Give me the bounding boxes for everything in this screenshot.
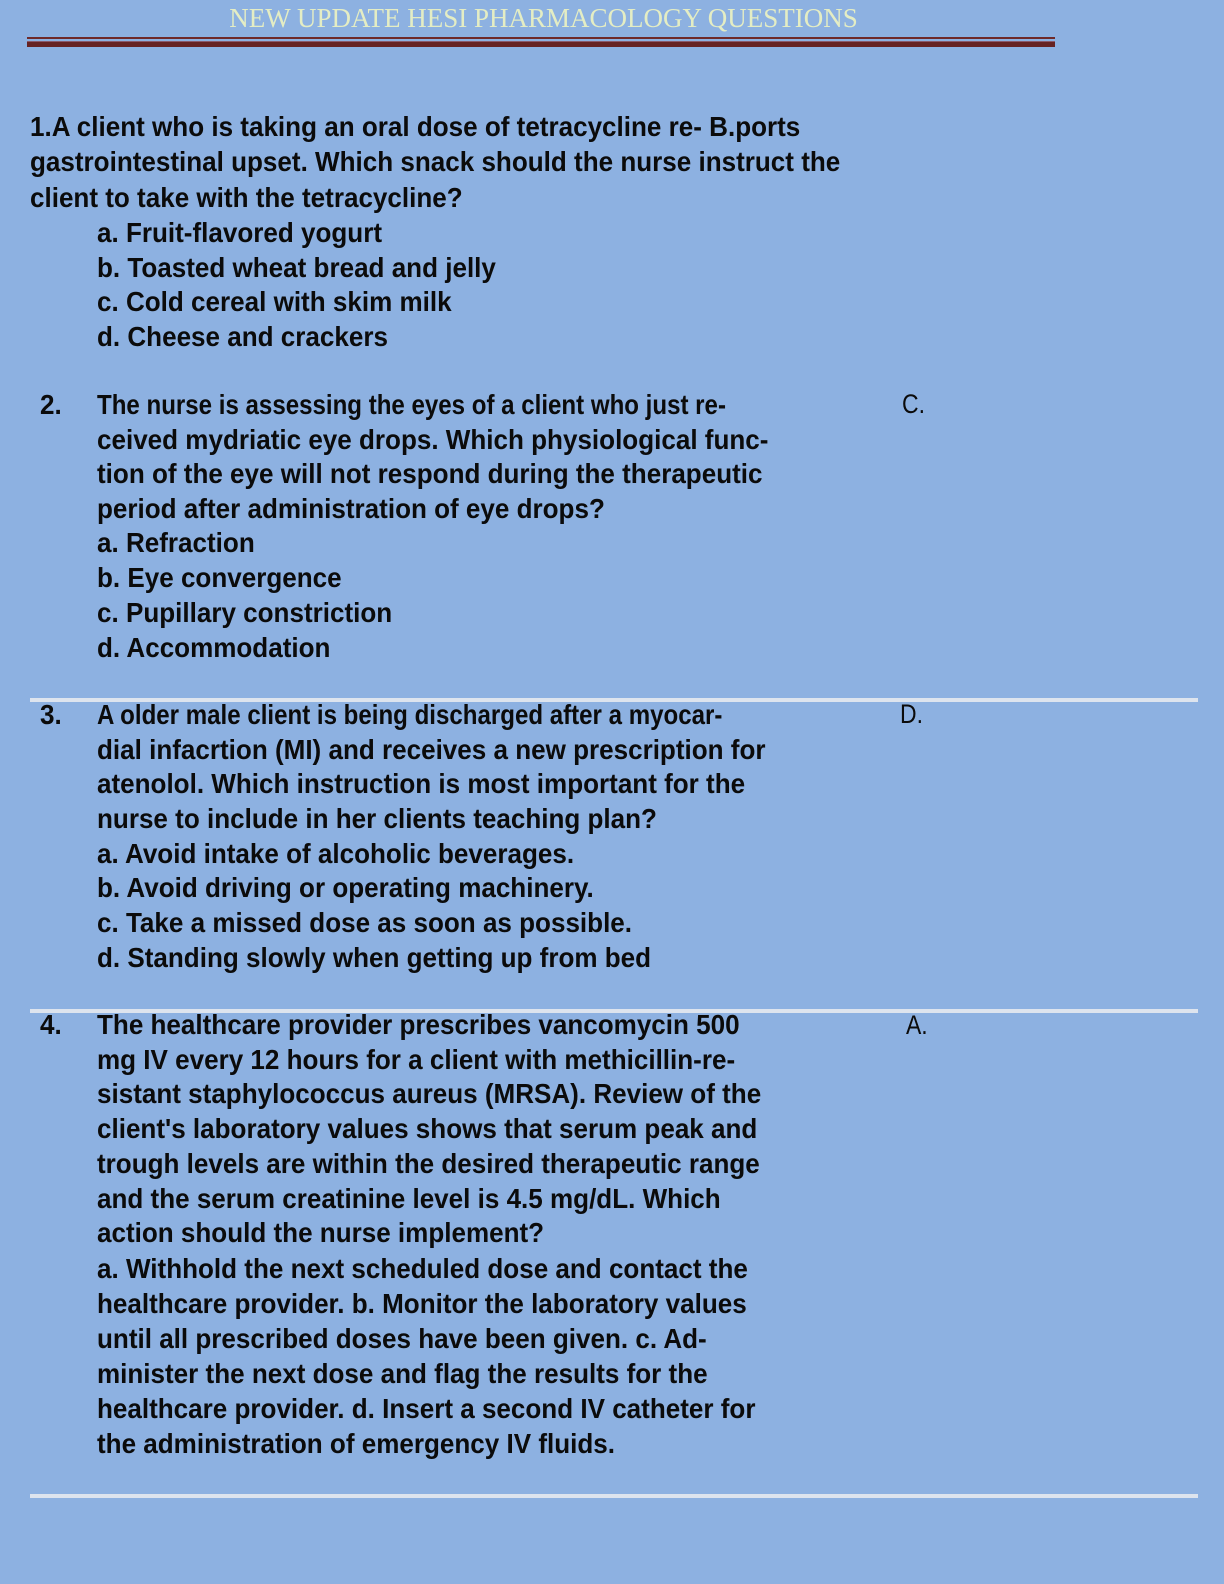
question-2-answer: C. <box>902 389 925 419</box>
question-2-number: 2. <box>40 389 62 420</box>
question-3-line-4: nurse to include in her clients teaching plan? <box>97 803 657 834</box>
question-2-line-2: ceived mydriatic eye drops. Which physiological func- <box>97 424 769 455</box>
question-2-option-d: d. Accommodation <box>97 632 331 663</box>
question-4-line-8: a. Withhold the next scheduled dose and contact the <box>97 1253 748 1284</box>
question-separator <box>30 1494 1198 1498</box>
question-4-line-11: minister the next dose and flag the results for the <box>97 1358 708 1389</box>
title-divider-thick <box>27 41 1055 47</box>
question-1-option-d: d. Cheese and crackers <box>97 321 388 352</box>
question-2-option-c: c. Pupillary constriction <box>97 597 393 628</box>
question-1-option-c: c. Cold cereal with skim milk <box>97 286 452 317</box>
question-3-number: 3. <box>40 699 62 730</box>
question-4-line-2: mg IV every 12 hours for a client with methicillin-re- <box>97 1044 736 1075</box>
question-4-line-12: healthcare provider. d. Insert a second IV catheter for <box>97 1393 756 1424</box>
document-title: NEW UPDATE HESI PHARMACOLOGY QUESTIONS <box>229 3 858 33</box>
question-4-line-6: and the serum creatinine level is 4.5 mg/dL. Which <box>97 1183 721 1214</box>
question-1-line-2: gastrointestinal upset. Which snack should the nurse instruct the <box>30 146 841 177</box>
question-2-line-4: period after administration of eye drops? <box>97 493 605 524</box>
question-4-line-9: healthcare provider. b. Monitor the laboratory values <box>97 1288 747 1319</box>
question-4-number: 4. <box>40 1009 62 1040</box>
question-2-line-1: The nurse is assessing the eyes of a client who just re- <box>97 389 726 420</box>
question-3-line-3: atenolol. Which instruction is most important for the <box>97 768 746 799</box>
question-4-line-13: the administration of emergency IV fluids. <box>97 1428 616 1459</box>
question-4-line-3: sistant staphylococcus aureus (MRSA). Review of the <box>97 1078 762 1109</box>
question-2-line-3: tion of the eye will not respond during the therapeutic <box>97 458 763 489</box>
question-4-line-5: trough levels are within the desired therapeutic range <box>97 1148 760 1179</box>
question-3-option-a: a. Avoid intake of alcoholic beverages. <box>97 838 575 869</box>
question-4-answer: A. <box>906 1010 928 1040</box>
question-1-line-1: 1.A client who is taking an oral dose of tetracycline re- B.ports <box>30 111 801 142</box>
question-1-line-3: client to take with the tetracycline? <box>30 182 463 213</box>
question-1-option-a: a. Fruit-flavored yogurt <box>97 217 383 248</box>
question-3-option-d: d. Standing slowly when getting up from bed <box>97 942 652 973</box>
question-1-option-b: b. Toasted wheat bread and jelly <box>97 252 496 283</box>
question-3-answer: D. <box>900 699 923 729</box>
question-4-line-7: action should the nurse implement? <box>97 1217 545 1248</box>
question-4-line-1: The healthcare provider prescribes vancomycin 500 <box>97 1009 740 1040</box>
question-4-line-10: until all prescribed doses have been given. c. Ad- <box>97 1323 707 1354</box>
question-3-line-1: A older male client is being discharged after a myocar- <box>97 699 723 730</box>
question-2-option-a: a. Refraction <box>97 527 255 558</box>
question-3-option-b: b. Avoid driving or operating machinery. <box>97 872 594 903</box>
question-3-line-2: dial infacrtion (MI) and receives a new prescription for <box>97 734 766 765</box>
question-4-line-4: client's laboratory values shows that serum peak and <box>97 1113 758 1144</box>
question-3-option-c: c. Take a missed dose as soon as possible. <box>97 907 633 938</box>
question-2-option-b: b. Eye convergence <box>97 562 342 593</box>
title-divider-thin <box>27 37 1055 39</box>
